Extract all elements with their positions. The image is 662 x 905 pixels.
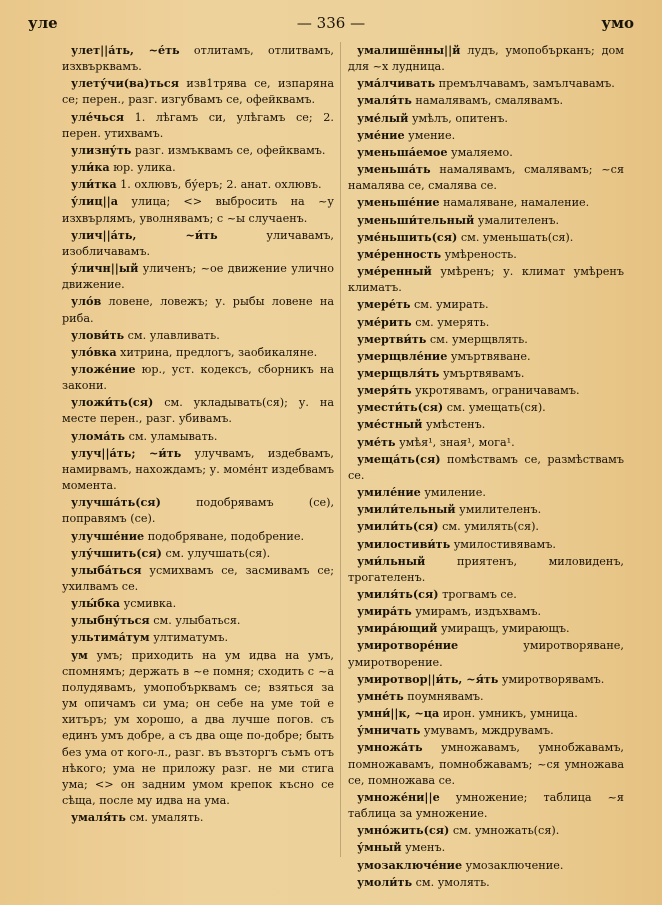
dictionary-entry (348, 874, 624, 891)
definition: поумнявамъ. (403, 689, 484, 703)
dictionary-entry (62, 445, 334, 494)
dictionary-entry (348, 586, 624, 603)
headword: улизну́ть (71, 142, 132, 157)
headword: улучше́ние (71, 528, 145, 543)
definition: намаляване, намаление. (439, 196, 590, 210)
dictionary-entry (348, 671, 624, 688)
headword: уме́ренный (357, 264, 432, 279)
headword: умни́||к, ~ца (357, 706, 440, 721)
definition: см. улавливать. (124, 328, 220, 342)
dictionary-entry (62, 394, 334, 427)
dictionary-entry (62, 293, 334, 326)
definition: улица; <> выбросить на ~у изхвърлямъ, уволнявамъ; с ~ы случаенъ. (62, 195, 334, 225)
definition: трогвамъ се. (438, 588, 517, 601)
definition: юр., уст. кодексъ, сборникъ на закони. (62, 362, 334, 393)
definition: см. умирать. (410, 298, 489, 312)
dictionary-entry (62, 647, 334, 810)
headword: ультима́тум (71, 630, 150, 645)
headword: умести́ть(ся) (357, 400, 444, 415)
headword: уложи́ть(ся) (71, 395, 154, 410)
definition: умилостивявамъ. (450, 537, 556, 551)
definition: умирамъ, издъхвамъ. (411, 605, 542, 619)
dictionary-entry (62, 159, 334, 176)
headword: умаля́ть (71, 810, 126, 825)
headword: умира́ющий (357, 621, 438, 636)
definition: лудъ, умопобърканъ; дом для ~х лудница. (348, 44, 624, 74)
definition: юр. улика. (109, 161, 176, 175)
definition: умѣреность. (441, 247, 517, 261)
dictionary-entry (348, 416, 624, 433)
definition: усмивка. (120, 597, 177, 611)
page-number: — 336 — (296, 14, 366, 32)
headword: улуч||а́ть; ~и́ть (71, 445, 182, 460)
headword: уме́лый (357, 110, 409, 125)
definition: премълчавамъ, замълчавамъ. (435, 77, 615, 91)
header-last-word: умо (601, 14, 634, 32)
dictionary-entry (348, 739, 624, 788)
dictionary-entry (348, 501, 624, 518)
headword: умиля́ть(ся) (357, 587, 439, 601)
definition: умножение; таблица ~я таблица за умножение. (348, 790, 624, 821)
headword: умили́тельный (357, 502, 456, 517)
left-column (62, 42, 334, 826)
definition: подобряване, подобрение. (144, 529, 305, 543)
column-divider (340, 42, 341, 857)
headword: уме́стный (357, 417, 423, 432)
dictionary-entry (348, 518, 624, 535)
headword: ум (71, 647, 88, 662)
headword: умне́ть (357, 688, 404, 703)
right-column (348, 42, 624, 891)
dictionary-entry (348, 144, 624, 161)
definition: укротявамъ, ограничавамъ. (411, 384, 580, 398)
definition: 1. охлювъ, бу́еръ; 2. анат. охлювъ. (116, 178, 322, 192)
definition: приятенъ, миловиденъ, трогателенъ. (348, 554, 624, 584)
headword: улома́ть (71, 428, 126, 443)
definition: умножавамъ, умнобжавамъ, помножавамъ, помнобжавамъ; ~ся умножава се, помножава се. (348, 741, 624, 787)
headword: умно́жить(ся) (357, 823, 450, 838)
dictionary-entry (348, 92, 624, 109)
definition: умъртвяване. (447, 349, 531, 363)
dictionary-entry (62, 327, 334, 344)
definition: см. умилять(ся). (438, 520, 539, 534)
definition: умиротворяване, умиротворение. (348, 639, 624, 669)
header-first-word: уле (28, 14, 58, 32)
dictionary-entry (62, 612, 334, 629)
headword: уложе́ние (71, 361, 136, 376)
dictionary-entry (62, 142, 334, 159)
definition: умѣя¹, зная¹, мога¹. (395, 435, 515, 449)
definition: хитрина, предлогъ, заобикаляне. (116, 345, 318, 359)
dictionary-entry (348, 722, 624, 739)
headword: умили́ть(ся) (357, 519, 439, 534)
headword: умаля́ть (357, 93, 412, 108)
dictionary-entry (348, 331, 624, 348)
dictionary-entry (62, 75, 334, 108)
definition: уличавамъ, изобличавамъ. (62, 228, 334, 258)
headword: уме́ние (357, 127, 405, 142)
definition: умиращъ, умирающъ. (437, 622, 570, 636)
headword: уменьша́ть (357, 162, 431, 177)
dictionary-entry (348, 688, 624, 705)
definition: см. умерять. (411, 315, 490, 329)
dictionary-entry (62, 176, 334, 193)
dictionary-entry (62, 428, 334, 445)
dictionary-entry (348, 42, 624, 75)
definition: отлитамъ, отлитвамъ, изхвърквамъ. (62, 44, 334, 74)
headword: уло́в (71, 294, 102, 309)
dictionary-entry (62, 494, 334, 527)
headword: уменьши́тельный (357, 212, 475, 227)
definition: умение. (404, 128, 456, 142)
dictionary-entry (62, 260, 334, 293)
definition: см. умещать(ся). (443, 401, 546, 415)
headword: у́лиц||а (71, 194, 119, 209)
dictionary-entry (62, 361, 334, 394)
dictionary-entry (62, 109, 334, 142)
headword: уменьша́емое (357, 144, 448, 159)
dictionary-entry (348, 365, 624, 382)
definition: изв1трява се, изпаряна се; перен., разг. изгубвамъ се, офейквамъ. (62, 77, 334, 107)
headword: улет||а́ть, ~е́ть (71, 43, 180, 57)
headword: улыбну́ться (71, 613, 150, 628)
definition: см. уменьшать(ся). (457, 230, 574, 244)
dictionary-entry (62, 528, 334, 545)
definition: см. укладывать(ся); у. на месте перен., разг. убивамъ. (62, 396, 334, 426)
dictionary-entry (348, 246, 624, 263)
dictionary-entry (62, 629, 334, 646)
definition: см. умерщвлять. (426, 332, 528, 346)
dictionary-entry (348, 348, 624, 365)
headword: улу́чшить(ся) (71, 545, 162, 560)
definition: помѣствамъ се, размѣствамъ се. (348, 452, 624, 482)
headword: умерщвле́ние (357, 348, 448, 363)
dictionary-entry (348, 451, 624, 484)
definition: см. улучшать(ся). (161, 546, 271, 560)
dictionary-entry (348, 637, 624, 670)
headword: улучша́ть(ся) (71, 495, 161, 510)
definition: умиротворявамъ. (498, 672, 605, 686)
definition: см. умалять. (125, 811, 204, 825)
headword: умиротворе́ние (357, 638, 459, 653)
headword: уло́вка (71, 344, 117, 359)
definition: намалявамъ, смалявамъ; ~ся намалява се, смалява се. (348, 163, 624, 193)
definition: умѣлъ, опитенъ. (408, 111, 508, 125)
definition: усмихвамъ се, засмивамъ се; ухилвамъ се. (62, 563, 334, 593)
definition: ирон. умникъ, умница. (439, 707, 578, 721)
headword: умеща́ть(ся) (357, 451, 441, 466)
dictionary-entry (348, 839, 624, 856)
dictionary-entry (348, 434, 624, 451)
headword: уме́ньшить(ся) (357, 229, 458, 244)
dictionary-entry (348, 789, 624, 822)
definition: см. уламывать. (125, 429, 218, 443)
dictionary-entry (348, 110, 624, 127)
headword: умере́ть (357, 297, 411, 312)
dictionary-entry (348, 857, 624, 874)
headword: умноже́ни||е (357, 789, 440, 804)
dictionary-entry (62, 545, 334, 562)
definition: подобрявамъ (се), поправямъ (се). (62, 496, 334, 526)
definition: умѣстенъ. (422, 418, 486, 432)
headword: умиле́ние (357, 485, 421, 500)
dictionary-entry (348, 212, 624, 229)
definition: умъ; приходить на ум идва на умъ, спомнямъ; держать в ~е помня; сходить с ~а полудявамъ, умопобърквамъ се; взяться за ум опичамъ си ума; он себе на уме той е хитъръ; ум хорошо, а два лучше погов. съ единъ умъ добре, а съ два още по-добре; быть без ума от кого-л., разг. въ възторгъ съмъ отъ нѣкого; ума не приложу разг. не ми стига ума; <> он задним умом крепок късно се сѣща, после му идва на ума. (62, 648, 334, 808)
dictionary-entry (348, 229, 624, 246)
definition: см. умолять. (412, 875, 490, 889)
definition: улучвамъ, издебвамъ, намирвамъ, нахождамъ; у. моме́нт издебвамъ момента. (62, 446, 334, 493)
definition: ловене, ловежъ; у. рыбы ловене на риба. (62, 295, 334, 325)
headword: улови́ть (71, 327, 125, 342)
definition: умиление. (420, 486, 486, 500)
definition: уличенъ; ~ое движение улично движение. (62, 262, 334, 292)
dictionary-entry (348, 296, 624, 313)
definition: умѣренъ; у. климат умѣренъ климатъ. (348, 265, 624, 295)
dictionary-entry (348, 553, 624, 586)
dictionary-entry (62, 809, 334, 826)
dictionary-entry (348, 536, 624, 553)
dictionary-entry (348, 161, 624, 194)
dictionary-entry (348, 603, 624, 620)
headword: улы́бка (71, 596, 121, 611)
dictionary-entry (348, 399, 624, 416)
definition: умалителенъ. (474, 213, 560, 227)
headword: уме́ренность (357, 246, 442, 261)
dictionary-entry (348, 314, 624, 331)
dictionary-entry (348, 127, 624, 144)
dictionary-entry (348, 705, 624, 722)
headword: уле́чься (71, 109, 125, 124)
definition: умъртвявамъ. (439, 366, 525, 380)
headword: улету́чи(ва)ться (71, 76, 179, 91)
dictionary-entry (62, 344, 334, 361)
headword: ума́лчивать (357, 76, 436, 91)
dictionary-entry (62, 227, 334, 260)
headword: уми́льный (357, 553, 426, 568)
definition: умилителенъ. (455, 503, 542, 517)
headword: ули́ка (71, 160, 110, 175)
headword: умертви́ть (357, 331, 427, 346)
headword: уменьше́ние (357, 195, 440, 210)
definition: умозаключение. (462, 858, 564, 872)
page-header (28, 14, 634, 36)
headword: улыба́ться (71, 562, 142, 577)
definition: см. умножать(ся). (449, 824, 560, 838)
definition: уменъ. (401, 841, 446, 855)
dictionary-entry (348, 620, 624, 637)
headword: у́личн||ый (71, 261, 139, 276)
dictionary-entry (348, 484, 624, 501)
dictionary-entry (348, 75, 624, 92)
definition: намалявамъ, смалявамъ. (411, 94, 564, 108)
headword: умалишённы||й (357, 43, 461, 57)
headword: у́мный (357, 840, 402, 855)
headword: умира́ть (357, 604, 412, 619)
definition: см. улыбаться. (149, 614, 241, 628)
headword: умеря́ть (357, 383, 412, 398)
headword: умножа́ть (357, 740, 423, 755)
headword: уме́ть (357, 434, 396, 449)
headword: у́мничать (357, 723, 421, 738)
dictionary-entry (62, 193, 334, 226)
dictionary-entry (62, 42, 334, 75)
definition: ултиматумъ. (149, 631, 229, 645)
headword: улич||а́ть, ~и́ть (71, 227, 218, 242)
headword: ули́тка (71, 177, 117, 192)
headword: умилостиви́ть (357, 536, 451, 551)
headword: уме́рить (357, 314, 412, 329)
definition: разг. измъквамъ се, офейквамъ. (131, 143, 326, 157)
dictionary-entry (62, 562, 334, 595)
dictionary-entry (348, 263, 624, 296)
headword: умиротвор||и́ть, ~я́ть (357, 671, 499, 686)
dictionary-entry (348, 194, 624, 211)
headword: умоли́ть (357, 874, 413, 889)
dictionary-entry (62, 595, 334, 612)
definition: умаляемо. (447, 145, 513, 159)
definition: умувамъ, мждрувамъ. (420, 724, 554, 738)
headword: умерщвля́ть (357, 365, 440, 380)
headword: умозаключе́ние (357, 857, 463, 872)
dictionary-entry (348, 822, 624, 839)
definition: 1. лѣгамъ си, улѣгамъ се; 2. перен. утихвамъ. (62, 110, 334, 140)
dictionary-entry (348, 382, 624, 399)
